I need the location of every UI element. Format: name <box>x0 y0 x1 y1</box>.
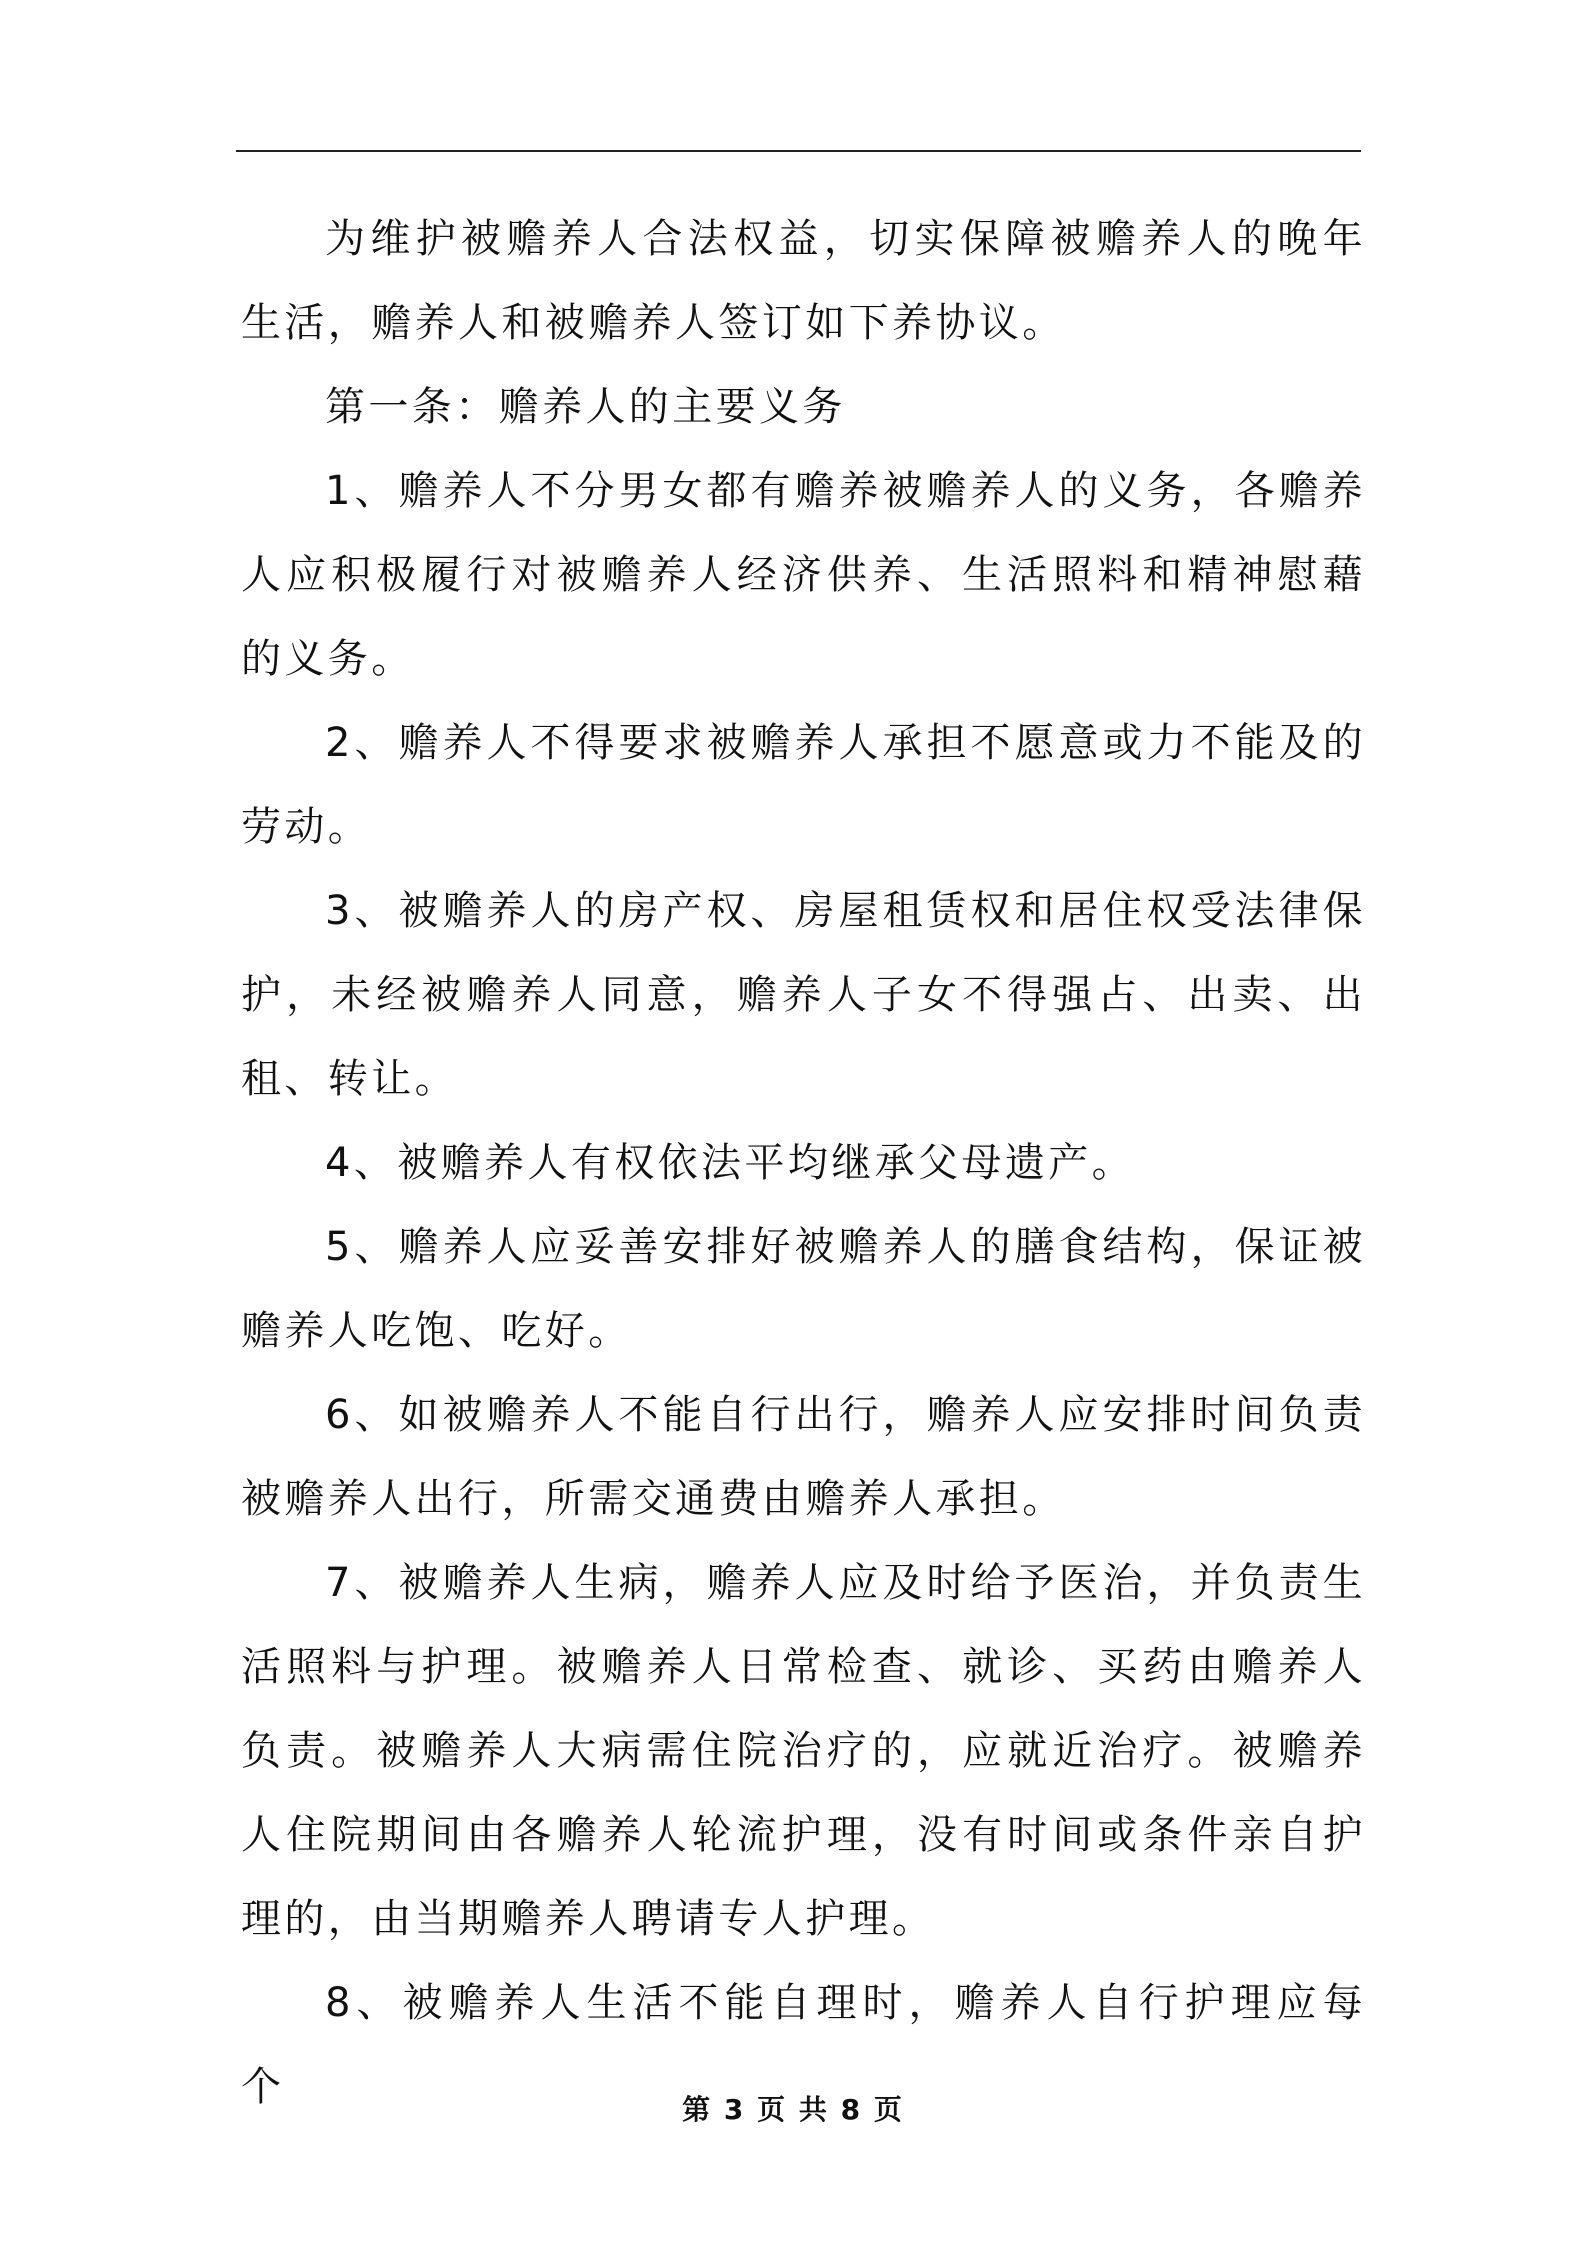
clause-3: 3、被赡养人的房产权、房屋租赁权和居住权受法律保护，未经被赡养人同意，赡养人子女不得强占、出卖、出租、转让。 <box>241 888 1366 1102</box>
document-body <box>241 197 1366 2129</box>
clause-5: 5、赡养人应妥善安排好被赡养人的膳食结构，保证被赡养人吃饱、吃好。 <box>241 1224 1366 1354</box>
clause-6: 6、如被赡养人不能自行出行，赡养人应安排时间负责被赡养人出行，所需交通费由赡养人承担。 <box>241 1392 1366 1522</box>
section-heading-article-1: 第一条：赡养人的主要义务 <box>325 384 846 430</box>
clause-7: 7、被赡养人生病，赡养人应及时给予医治，并负责生活照料与护理。被赡养人日常检查、就诊、买药由赡养人负责。被赡养人大病需住院治疗的，应就近治疗。被赡养人住院期间由各赡养人轮流护理，没有时间或条件亲自护理的，由当期赡养人聘请专人护理。 <box>241 1560 1366 1942</box>
page-number: 第 3 页 共 8 页 <box>682 2093 904 2126</box>
header-divider <box>236 150 1361 152</box>
clause-2: 2、赡养人不得要求被赡养人承担不愿意或力不能及的劳动。 <box>241 720 1366 850</box>
paragraph-intro: 为维护被赡养人合法权益，切实保障被赡养人的晚年生活，赡养人和被赡养人签订如下养协议。 <box>241 216 1366 346</box>
clause-1: 1、赡养人不分男女都有赡养被赡养人的义务，各赡养人应积极履行对被赡养人经济供养、生活照料和精神慰藉的义务。 <box>241 468 1366 682</box>
clause-8: 8、被赡养人生活不能自理时，赡养人自行护理应每 个 <box>241 1980 1366 2110</box>
clause-4: 4、被赡养人有权依法平均继承父母遗产。 <box>325 1140 1136 1186</box>
